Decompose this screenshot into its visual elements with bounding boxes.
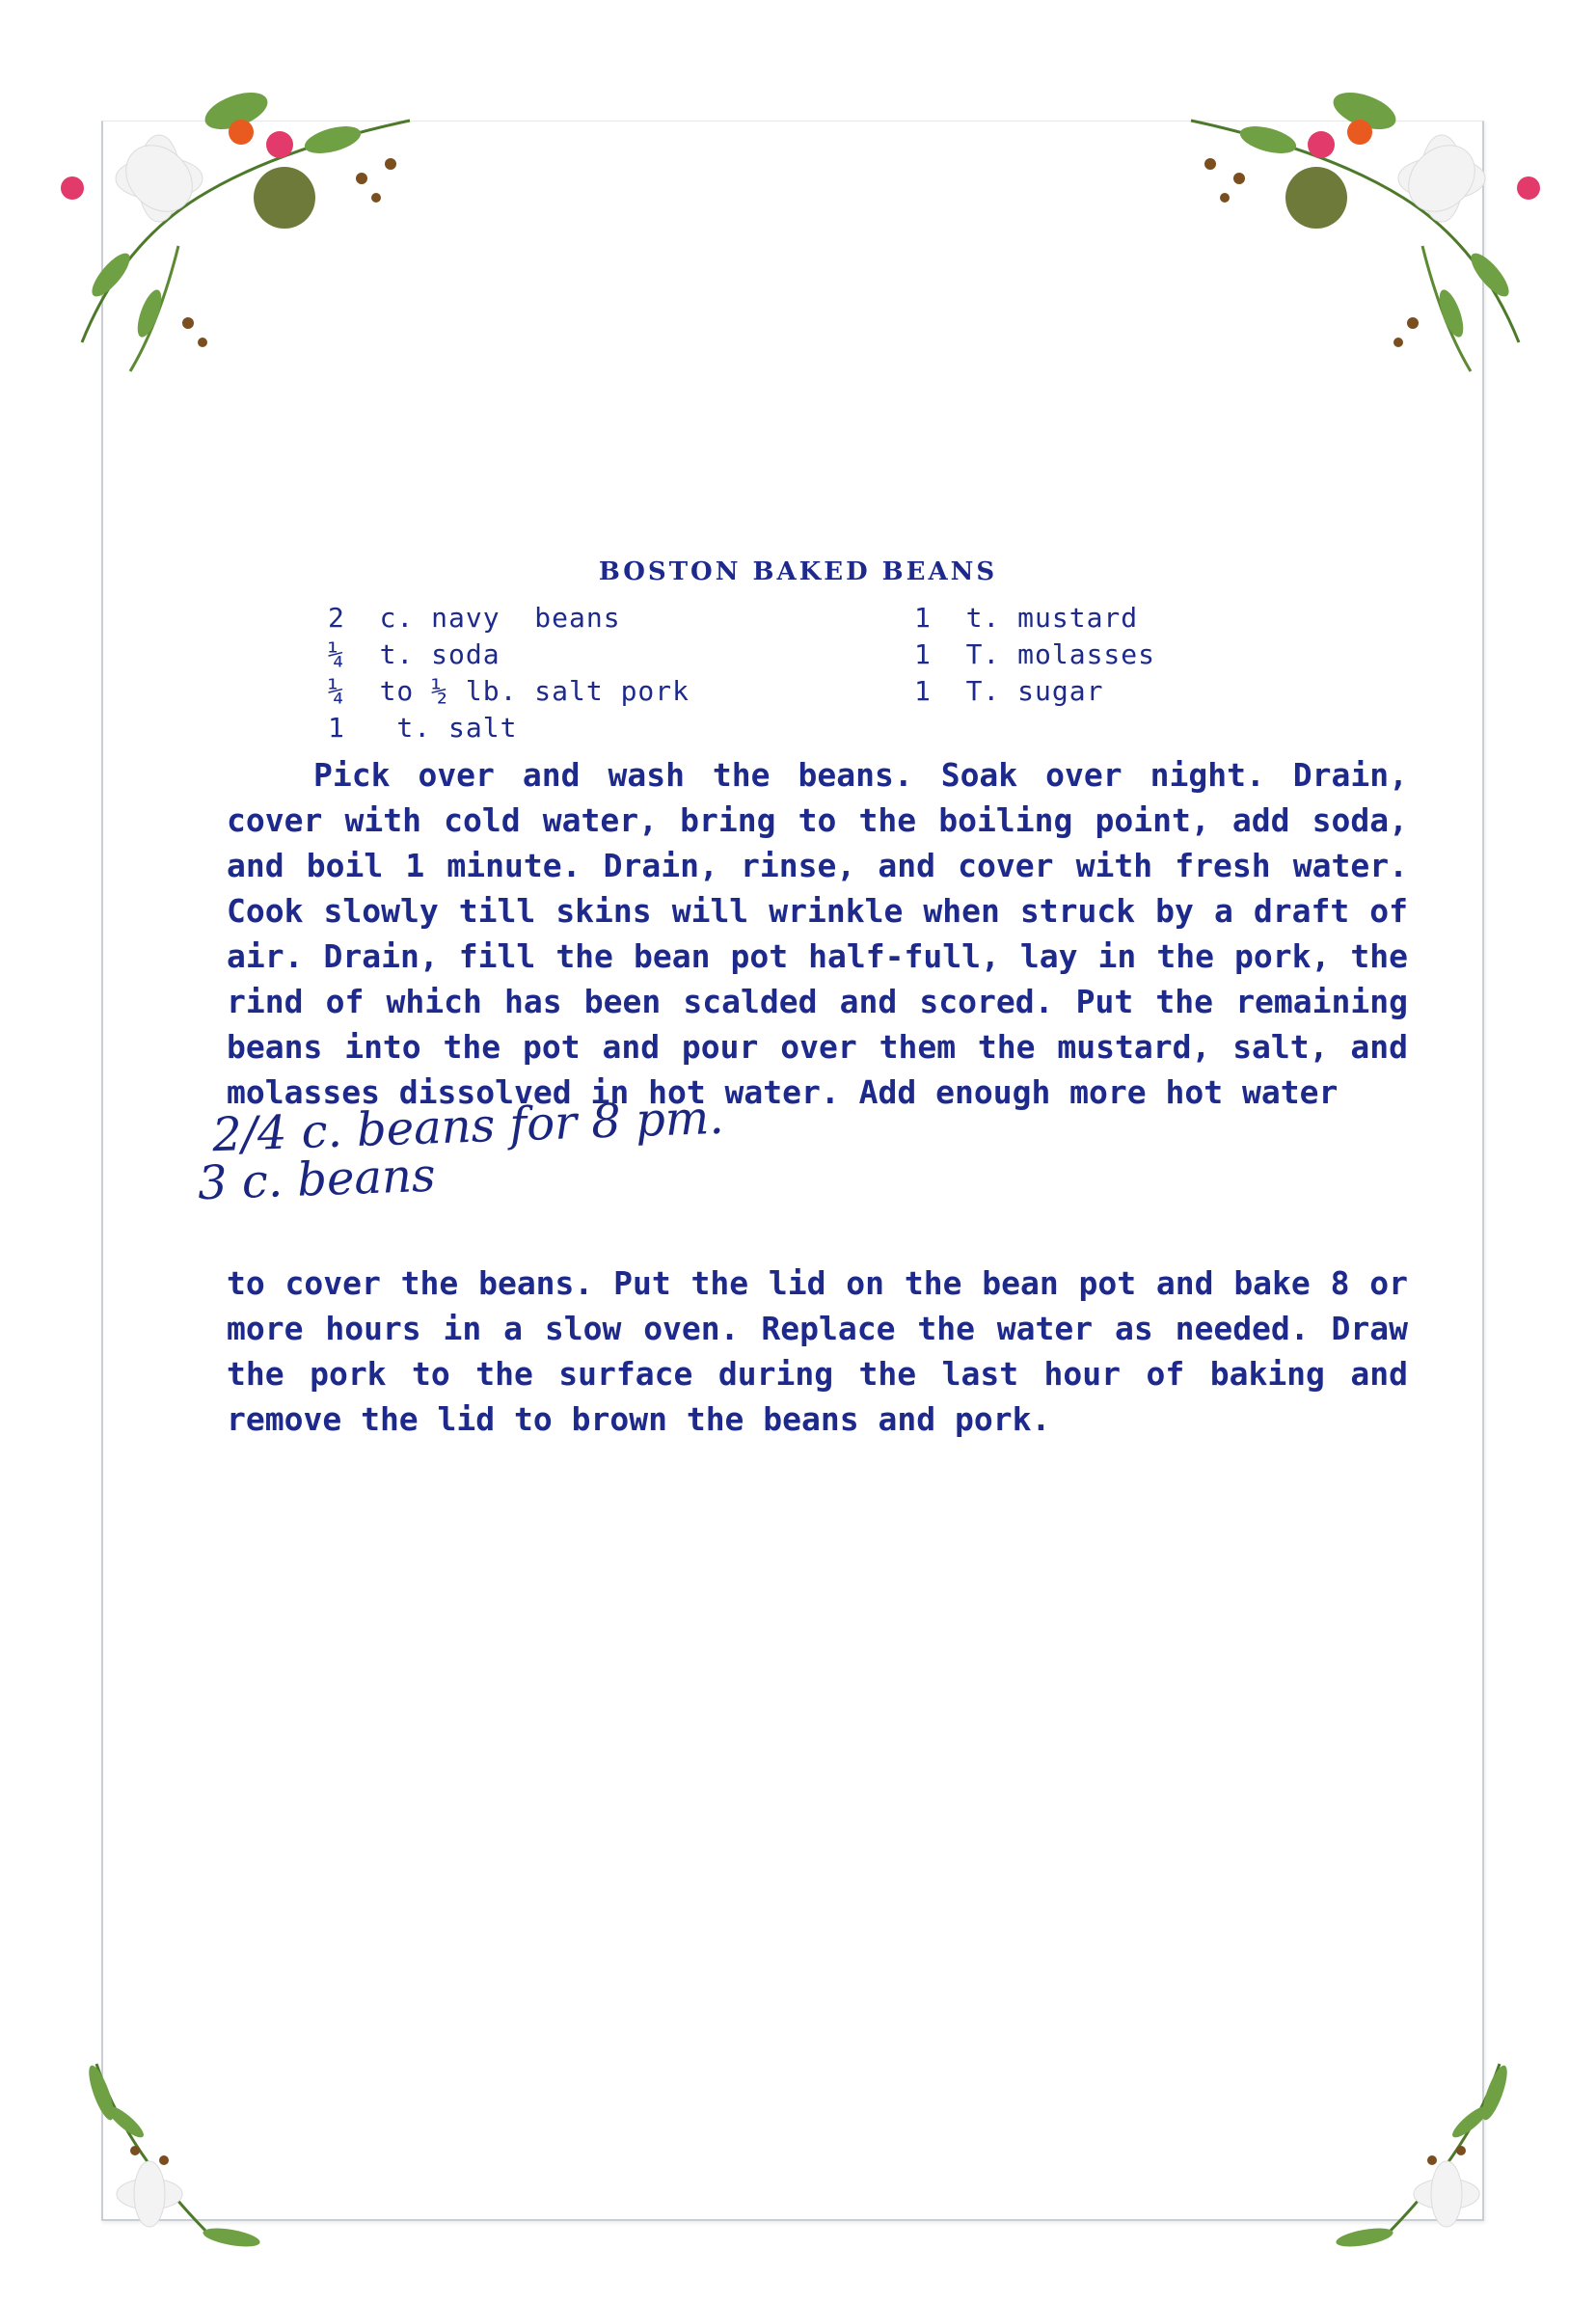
floral-corner-bottom-right	[1316, 2054, 1528, 2257]
handwritten-note-2: 3 c. beans	[197, 1148, 437, 1211]
handwritten-note-1: 2/4 c. beans for 8 pm.	[211, 1090, 725, 1163]
floral-corner-top-left	[43, 53, 448, 391]
ingredient-item: 1 T. sugar	[914, 675, 1104, 707]
instructions-paragraph-1: Pick over and wash the beans. Soak over night. Drain, cover with cold water, bring to the boiling point, add soda, and boil 1 minute. Drain, rinse, and cover with fresh water. Cook slowly till skins will wrinkle when struck by a draft of air. Drain, fill the bean pot half-full, lay in the pork, the rind of which has been scalded and scored. Put the remaining beans into the pot and pour over them the mustard, salt, and molasses dissolved in hot water. Add enough more hot water	[227, 756, 1408, 1111]
recipe-title: BOSTON BAKED BEANS	[598, 557, 998, 586]
instructions-paragraph-2: to cover the beans. Put the lid on the bean pot and bake 8 or more hours in a slow oven. Replace the water as needed. Draw the pork to the surface during the last hour of baking and remove the lid to brown the beans and pork.	[227, 1264, 1408, 1438]
floral-corner-top-right	[1152, 53, 1557, 391]
ingredient-item: 1 t. mustard	[914, 602, 1139, 634]
ingredient-item: ¼ t. soda	[328, 638, 500, 670]
ingredient-item: 2 c. navy beans	[328, 602, 621, 634]
ingredient-item: 1 t. salt	[328, 712, 518, 744]
ingredients-left-column	[328, 600, 690, 746]
ingredient-item: ¼ to ½ lb. salt pork	[328, 675, 690, 707]
floral-corner-bottom-left	[68, 2054, 280, 2257]
ingredient-item: 1 T. molasses	[914, 638, 1156, 670]
ingredients-right-column	[914, 600, 1155, 710]
